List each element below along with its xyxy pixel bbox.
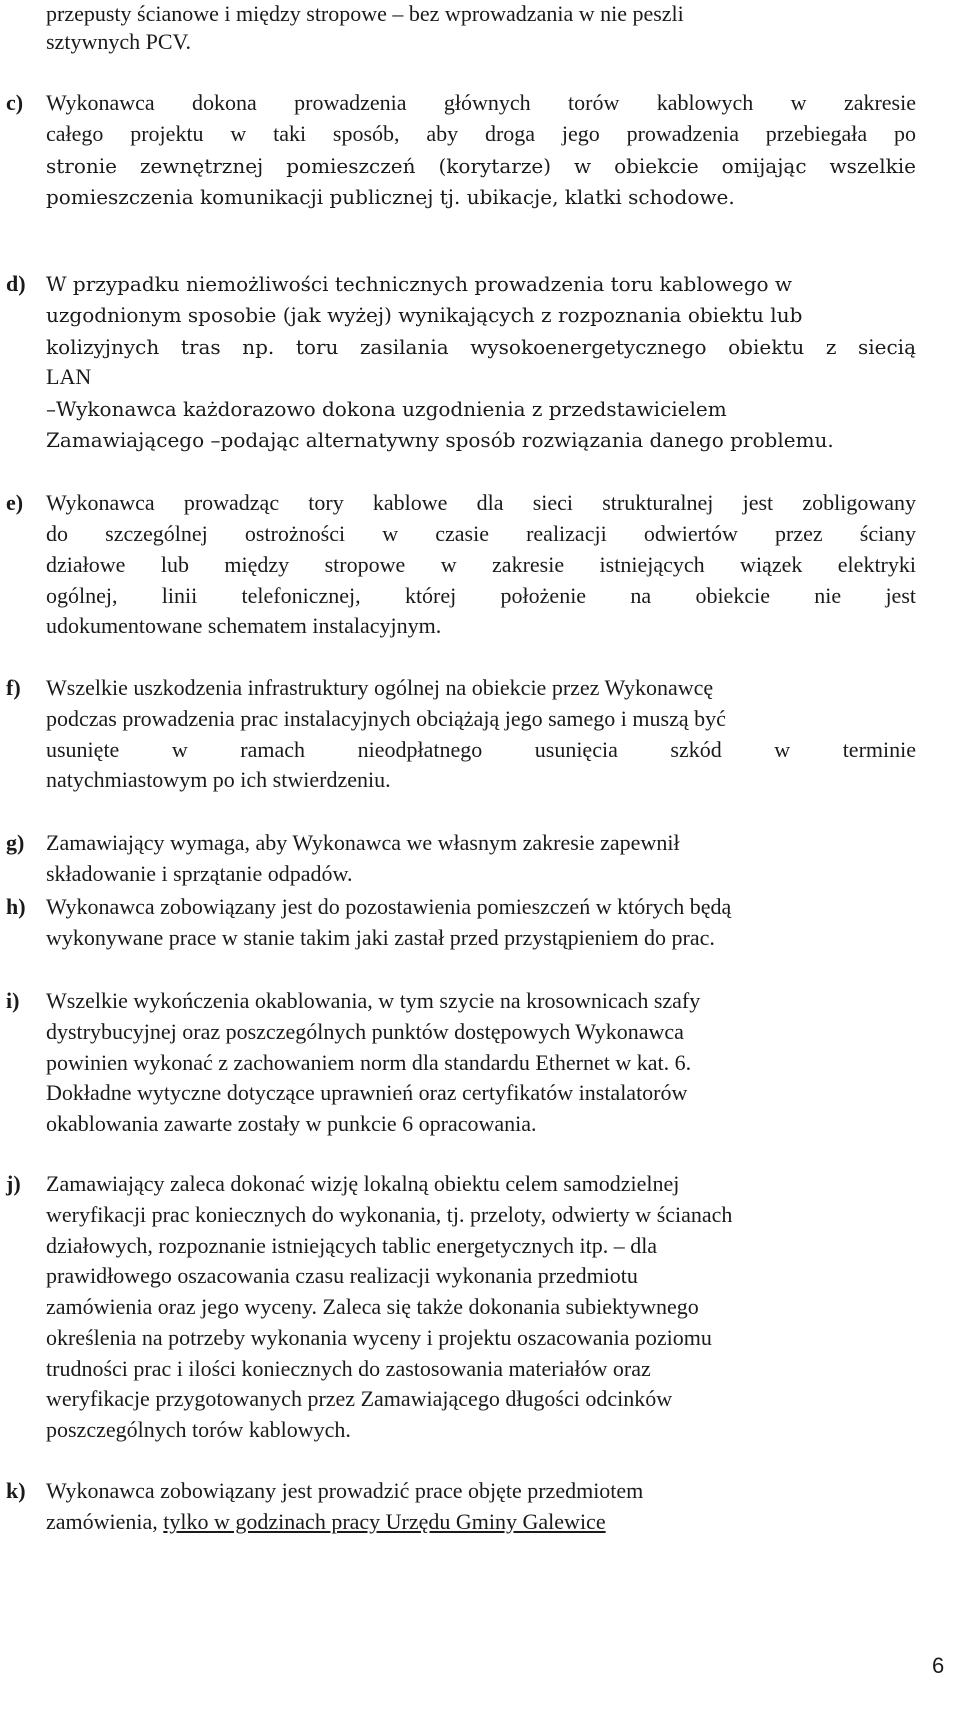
item-j-line-3: działowych, rozpoznanie istniejących tablic energetycznych itp. – dla [46, 1233, 658, 1258]
item-i-line-3: powinien wykonać z zachowaniem norm dla standardu Ethernet w kat. 6. [46, 1050, 692, 1075]
item-c-line-3: stronie zewnętrznej pomieszczeń (korytarze) w obiekcie omijając wszelkie [46, 154, 916, 178]
item-e-line-2: do szczególnej ostrożności w czasie realizacji odwiertów przez ściany [46, 521, 916, 546]
item-i-line-1: Wszelkie wykończenia okablowania, w tym szycie na krosownicach szafy [46, 988, 701, 1013]
item-f-line-1: Wszelkie uszkodzenia infrastruktury ogólnej na obiekcie przez Wykonawcę [46, 675, 714, 700]
item-c-marker: c) [6, 90, 24, 115]
item-f-line-3: usunięte w ramach nieodpłatnego usunięcia szkód w terminie [46, 737, 916, 762]
item-e-line-5: udokumentowane schematem instalacyjnym. [46, 613, 442, 638]
item-e-line-4: ogólnej, linii telefonicznej, której położenie na obiekcie nie jest [46, 583, 916, 608]
item-c-line-2: całego projektu w taki sposób, aby droga jego prowadzenia przebiegała po [46, 121, 916, 146]
item-j-line-4: prawidłowego oszacowania czasu realizacji wykonania przedmiotu [46, 1263, 638, 1288]
item-f-line-2: podczas prowadzenia prac instalacyjnych obciążają jego samego i muszą być [46, 706, 726, 731]
item-j-line-1: Zamawiający zaleca dokonać wizję lokalną obiektu celem samodzielnej [46, 1171, 680, 1196]
item-e-line-1: Wykonawca prowadząc tory kablowe dla sieci strukturalnej jest zobligowany [46, 490, 916, 515]
item-g-line-1: Zamawiający wymaga, aby Wykonawca we własnym zakresie zapewnił [46, 830, 680, 855]
item-d-line-4: LAN [46, 364, 92, 389]
item-j-line-8: weryfikacje przygotowanych przez Zamawiającego długości odcinków [46, 1386, 673, 1411]
item-c-line-4: pomieszczenia komunikacji publicznej tj. ubikacje, klatki schodowe. [46, 185, 735, 209]
item-d-line-6: Zamawiającego –podając alternatywny sposób rozwiązania danego problemu. [46, 428, 834, 452]
item-g-marker: g) [6, 830, 25, 855]
item-c-line-1: Wykonawca dokona prowadzenia głównych torów kablowych w zakresie [46, 90, 916, 115]
item-e-marker: e) [6, 490, 24, 515]
item-i-line-4: Dokładne wytyczne dotyczące uprawnień oraz certyfikatów instalatorów [46, 1080, 688, 1105]
page-number: 6 [932, 1653, 945, 1678]
item-h-marker: h) [6, 894, 26, 919]
intro-line-2: sztywnych PCV. [46, 29, 192, 54]
item-k-line-1: Wykonawca zobowiązany jest prowadzić prace objęte przedmiotem [46, 1478, 644, 1503]
item-k-underlined-text: tylko w godzinach pracy Urzędu Gminy Galewice [163, 1509, 606, 1534]
item-j-line-6: określenia na potrzeby wykonania wyceny i projektu oszacowania poziomu [46, 1325, 712, 1350]
item-j-line-9: poszczególnych torów kablowych. [46, 1417, 351, 1442]
item-f-marker: f) [6, 675, 21, 700]
item-k-marker: k) [6, 1478, 26, 1503]
intro-line-1: przepusty ścianowe i między stropowe – bez wprowadzania w nie peszli [46, 1, 684, 26]
item-d-marker: d) [6, 271, 26, 296]
item-j-line-5: zamówienia oraz jego wyceny. Zaleca się także dokonania subiektywnego [46, 1294, 699, 1319]
item-i-line-2: dystrybucyjnej oraz poszczególnych punktów dostępowych Wykonawca [46, 1019, 684, 1044]
item-d-line-1: W przypadku niemożliwości technicznych prowadzenia toru kablowego w [46, 272, 793, 296]
item-d-line-3: kolizyjnych tras np. toru zasilania wysokoenergetycznego obiektu z siecią [46, 335, 916, 359]
item-k-line-2 [46, 1508, 606, 1536]
item-d-line-2: uzgodnionym sposobie (jak wyżej) wynikających z rozpoznania obiektu lub [46, 303, 803, 327]
item-k-line-2-text: zamówienia, [46, 1509, 164, 1534]
item-f-line-4: natychmiastowym po ich stwierdzeniu. [46, 767, 391, 792]
item-h-line-2: wykonywane prace w stanie takim jaki zastał przed przystąpieniem do prac. [46, 925, 715, 950]
item-j-marker: j) [6, 1171, 21, 1196]
item-g-line-2: składowanie i sprzątanie odpadów. [46, 861, 353, 886]
item-h-line-1: Wykonawca zobowiązany jest do pozostawienia pomieszczeń w których będą [46, 894, 732, 919]
item-e-line-3: działowe lub między stropowe w zakresie istniejących wiązek elektryki [46, 552, 916, 577]
item-d-line-5: –Wykonawca każdorazowo dokona uzgodnienia z przedstawicielem [46, 397, 727, 421]
item-j-line-7: trudności prac i ilości koniecznych do zastosowania materiałów oraz [46, 1356, 651, 1381]
item-i-marker: i) [6, 988, 20, 1013]
item-i-line-5: okablowania zawarte zostały w punkcie 6 opracowania. [46, 1111, 537, 1136]
item-j-line-2: weryfikacji prac koniecznych do wykonania, tj. przeloty, odwierty w ścianach [46, 1202, 733, 1227]
